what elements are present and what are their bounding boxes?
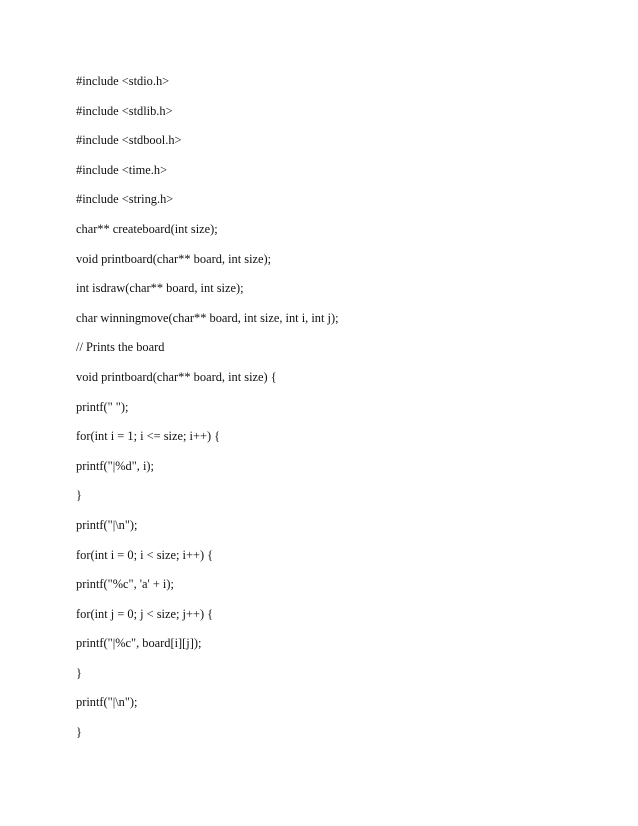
code-line: } [76,488,82,503]
code-line: printf("|\n"); [76,517,138,532]
code-line: char** createboard(int size); [76,221,218,236]
code-line: printf(" "); [76,399,129,414]
code-line: printf("|%c", board[i][j]); [76,636,202,651]
code-line: #include <stdio.h> [76,74,170,88]
code-line: #include <time.h> [76,162,168,177]
code-line: for(int j = 0; j < size; j++) { [76,606,214,621]
code-line: printf("|%d", i); [76,458,154,473]
code-line: char winningmove(char** board, int size, int i, int j); [76,310,339,325]
code-line: int isdraw(char** board, int size); [76,281,244,296]
code-line: void printboard(char** board, int size) { [76,369,277,384]
code-line: void printboard(char** board, int size); [76,251,272,266]
code-line: #include <stdlib.h> [76,103,173,118]
code-line: for(int i = 1; i <= size; i++) { [76,429,221,444]
code-line: } [76,665,82,680]
code-line: #include <stdbool.h> [76,133,182,148]
code-line: printf("|\n"); [76,695,138,710]
code-line: #include <string.h> [76,192,174,207]
code-line: } [76,725,82,740]
code-listing [76,71,339,752]
code-line: printf("%c", 'a' + i); [76,577,174,592]
code-line: // Prints the board [76,340,165,355]
code-line: for(int i = 0; i < size; i++) { [76,547,214,562]
